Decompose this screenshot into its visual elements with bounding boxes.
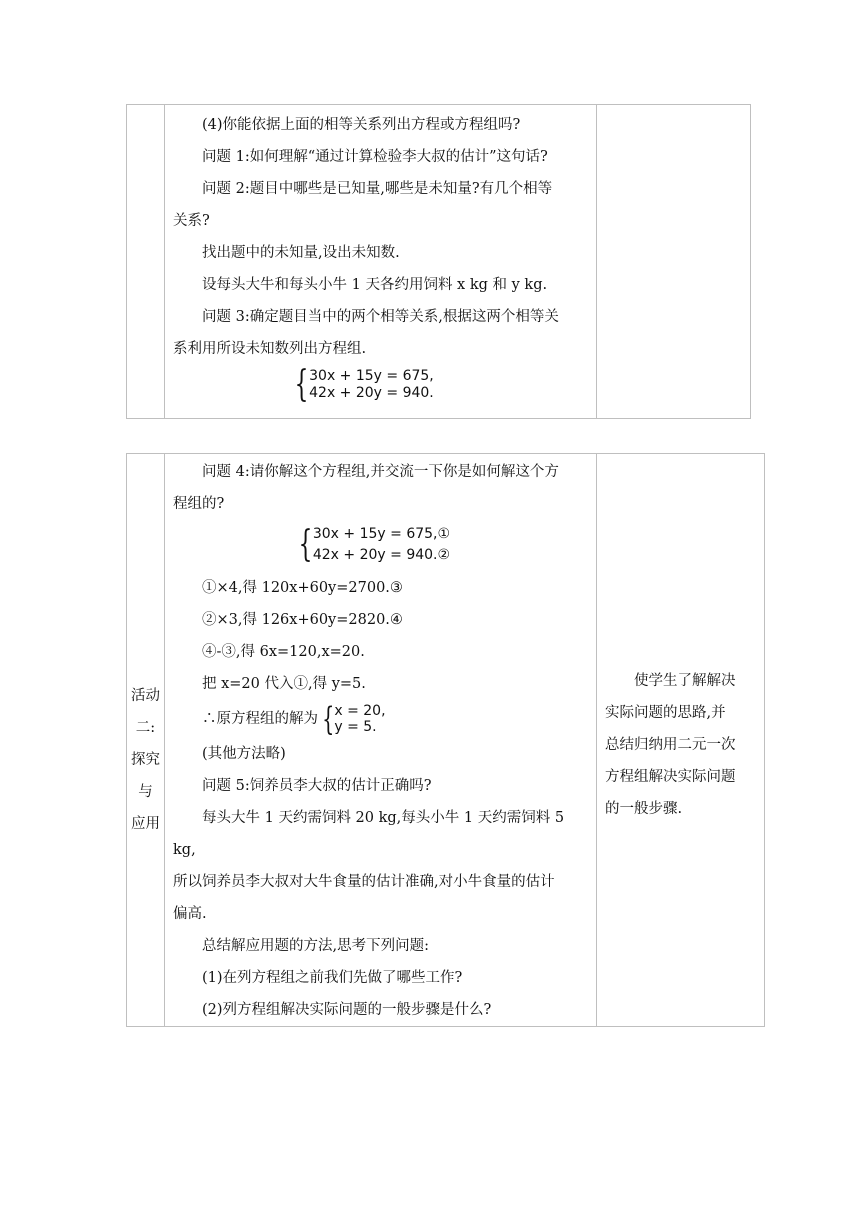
step-line: 把 x=20 代入①,得 y=5. <box>202 676 366 692</box>
activity-label-line: 二: <box>135 720 156 736</box>
brace-icon: { <box>298 524 313 565</box>
step-line: ②×3,得 126x+60y=2820.④ <box>202 612 403 628</box>
activity-label-line: 探究 <box>131 752 160 768</box>
text-line: (4)你能依据上面的相等关系列出方程或方程组吗? <box>202 117 521 133</box>
activity-label-line: 应用 <box>131 816 160 832</box>
text-line: 程组的? <box>173 496 225 512</box>
brace-icon: { <box>294 364 309 405</box>
table-row <box>127 105 751 419</box>
equation-line: 42x + 20y = 940.② <box>312 547 451 563</box>
text-line: (1)在列方程组之前我们先做了哪些工作? <box>202 970 463 986</box>
solution-line-x: x = 20, <box>334 703 386 719</box>
purpose-line: 总结归纳用二元一次 <box>605 737 736 753</box>
equation-line: 30x + 15y = 675, <box>309 368 434 384</box>
text-line: 所以饲养员李大叔对大牛食量的估计准确,对小牛食量的估计 <box>173 874 555 890</box>
purpose-line: 实际问题的思路,并 <box>605 705 726 721</box>
equation-system <box>173 524 591 566</box>
text-line: (其他方法略) <box>202 746 286 762</box>
brace-icon: { <box>322 700 335 738</box>
text-line: (2)列方程组解决实际问题的一般步骤是什么? <box>202 1002 492 1018</box>
purpose-line: 方程组解决实际问题 <box>605 769 736 785</box>
text-line: 设每头大牛和每头小牛 1 天各约用饲料 x kg 和 y kg. <box>202 277 548 293</box>
text-line: 系利用所设未知数列出方程组. <box>173 341 367 357</box>
text-line: 每头大牛 1 天约需饲料 20 kg,每头小牛 1 天约需饲料 5 kg, <box>173 810 565 858</box>
text-line: 问题 4:请你解这个方程组,并交流一下你是如何解这个方 <box>202 464 559 480</box>
equation-system <box>173 364 591 405</box>
solution-system <box>318 700 386 738</box>
solution-prefix: ∴原方程组的解为 <box>202 711 318 727</box>
text-line: 问题 3:确定题目当中的两个相等关系,根据这两个相等关 <box>202 309 559 325</box>
content-cell <box>165 105 597 419</box>
solution-line-y: y = 5. <box>334 719 377 735</box>
table-row <box>127 454 765 1027</box>
text-line: 问题 1:如何理解“通过计算检验李大叔的估计”这句话? <box>202 149 548 165</box>
content-cell <box>165 454 597 1027</box>
step-line: ①×4,得 120x+60y=2700.③ <box>202 580 403 596</box>
text-line: 总结解应用题的方法,思考下列问题: <box>202 938 429 954</box>
activity-label-line: 活动 <box>131 688 160 704</box>
left-cell-empty <box>127 105 165 419</box>
step-line: ④-③,得 6x=120,x=20. <box>202 644 365 660</box>
text-line: 关系? <box>173 213 210 229</box>
text-line: 问题 5:饲养员李大叔的估计正确吗? <box>202 778 432 794</box>
activity-table <box>126 453 765 1027</box>
equation-line: 42x + 20y = 940. <box>309 385 434 401</box>
table-continued <box>126 104 751 419</box>
equation-line: 30x + 15y = 675,① <box>312 526 451 542</box>
purpose-line: 使学生了解解决 <box>634 673 736 689</box>
solution-line <box>173 700 591 738</box>
activity-label-line: 与 <box>138 784 153 800</box>
text-line: 问题 2:题目中哪些是已知量,哪些是未知量?有几个相等 <box>202 181 553 197</box>
right-cell-empty <box>597 105 751 419</box>
purpose-cell <box>597 454 765 1027</box>
text-line: 找出题中的未知量,设出未知数. <box>202 245 400 261</box>
activity-label-cell <box>127 454 165 1027</box>
text-line: 偏高. <box>173 906 207 922</box>
purpose-line: 的一般步骤. <box>605 801 683 817</box>
